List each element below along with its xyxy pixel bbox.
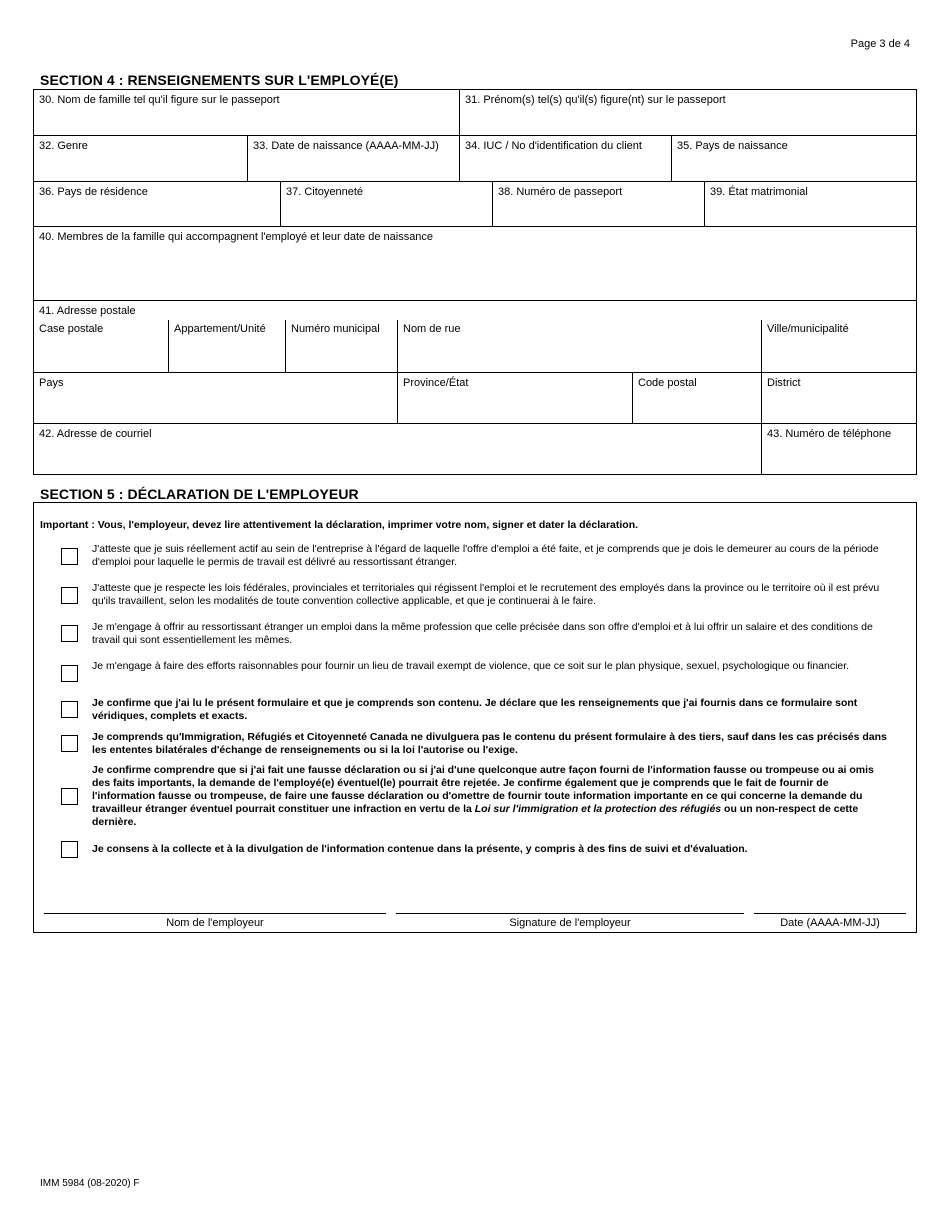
declaration-checkbox-3[interactable] [61, 625, 78, 642]
declaration-text-7-part2: ou un non-respect de cette dernière. [92, 803, 859, 828]
field-34-client-id[interactable] [459, 136, 671, 181]
field-postal-code[interactable] [632, 373, 761, 423]
important-notice: Important : Vous, l'employeur, devez lire attentivement la déclaration, imprimer votre nom, signer et dater la déclaration. [40, 519, 639, 531]
field-country[interactable] [34, 373, 397, 423]
section-4-form [33, 89, 917, 475]
field-35-birth-country[interactable] [671, 136, 916, 181]
section-5-declaration [33, 502, 917, 933]
field-32-gender[interactable] [34, 136, 247, 181]
field-label: 42. Adresse de courriel [39, 428, 152, 440]
field-label: 38. Numéro de passeport [498, 186, 623, 198]
declaration-checkbox-4[interactable] [61, 665, 78, 682]
field-label: Appartement/Unité [174, 323, 266, 335]
employer-signature-label: Signature de l'employeur [509, 917, 631, 929]
field-street-number[interactable] [285, 320, 397, 372]
declaration-checkbox-1[interactable] [61, 548, 78, 565]
field-label: 37. Citoyenneté [286, 186, 364, 198]
field-label: Pays [39, 377, 64, 389]
field-label: Nom de rue [403, 323, 461, 335]
declaration-checkbox-8[interactable] [61, 841, 78, 858]
field-33-birth-date[interactable] [247, 136, 459, 181]
declaration-text-7-part1: Je confirme comprendre que si j'ai fait une fausse déclaration ou si j'ai d'une quelconque autre façon fourni de l'information fausse ou trompeuse ou ai omis des faits importants, la demande de l'employé(e) éventuel(le) pourrait être rejetée. Je confirme également que je comprends que le fait de fournir de l'information fausse ou trompeuse, de faire une fausse déclaration ou d'omettre de fournir toute information importante en ce qui concerne la demande du travailleur étranger éventuel pourrait constituer une infraction en vertu de la [92, 764, 874, 815]
law-title: Loi sur l'immigration et la protection des réfugiés [474, 803, 722, 815]
form-code: IMM 5984 (08-2020) F [40, 1178, 140, 1189]
field-city[interactable] [761, 320, 916, 372]
date-label: Date (AAAA-MM-JJ) [780, 917, 880, 929]
field-label: 43. Numéro de téléphone [767, 428, 892, 440]
field-40-family-members[interactable] [34, 227, 916, 300]
field-label: Province/État [403, 377, 469, 389]
declaration-text-5: Je confirme que j'ai lu le présent formulaire et que je comprends son contenu. Je déclare que les renseignements que j'ai fournis dans ce formulaire sont véridiques, complets et exacts. [92, 697, 858, 722]
field-43-phone[interactable] [761, 424, 916, 474]
field-41-mailing-address [34, 300, 916, 372]
field-label: 32. Genre [39, 140, 88, 152]
field-label: 39. État matrimonial [710, 186, 808, 198]
declaration-text-4: Je m'engage à faire des efforts raisonnables pour fournir un lieu de travail exempt de violence, que ce soit sur le plan physique, sexuel, psychologique ou financier. [92, 660, 850, 672]
date-line[interactable] [754, 913, 906, 914]
declaration-checkbox-6[interactable] [61, 735, 78, 752]
field-district[interactable] [761, 373, 916, 423]
field-38-passport-number[interactable] [492, 182, 704, 226]
field-label: 36. Pays de résidence [39, 186, 148, 198]
section-4-title: SECTION 4 : RENSEIGNEMENTS SUR L'EMPLOYÉ(E) [40, 72, 399, 88]
field-36-residence-country[interactable] [34, 182, 280, 226]
field-37-citizenship[interactable] [280, 182, 492, 226]
field-42-email[interactable] [34, 424, 761, 474]
field-street-name[interactable] [397, 320, 761, 372]
field-label: Numéro municipal [291, 323, 380, 335]
field-label: 33. Date de naissance (AAAA-MM-JJ) [253, 140, 439, 152]
field-label: Code postal [638, 377, 697, 389]
field-39-marital-status[interactable] [704, 182, 916, 226]
declaration-text-6: Je comprends qu'Immigration, Réfugiés et Citoyenneté Canada ne divulguera pas le contenu du présent formulaire à des tiers, sauf dans les cas précisés dans les ententes bilatérales d'échange de renseignements ou si la loi l'autorise ou l'exige. [92, 731, 887, 756]
declaration-text-8: Je consens à la collecte et à la divulgation de l'information contenue dans la présente, y compris à des fins de suivi et d'évaluation. [92, 843, 748, 855]
section-5-title: SECTION 5 : DÉCLARATION DE L'EMPLOYEUR [40, 486, 359, 502]
field-province[interactable] [397, 373, 632, 423]
field-31-given-names[interactable] [459, 90, 916, 135]
declaration-text-7 [92, 764, 892, 829]
field-label: 34. IUC / No d'identification du client [465, 140, 642, 152]
field-apartment[interactable] [168, 320, 285, 372]
field-30-family-name[interactable] [34, 90, 459, 135]
field-label: 35. Pays de naissance [677, 140, 788, 152]
field-label: 41. Adresse postale [39, 305, 136, 317]
field-label: 31. Prénom(s) tel(s) qu'il(s) figure(nt) sur le passeport [465, 94, 726, 106]
field-label: Ville/municipalité [767, 323, 849, 335]
field-label: District [767, 377, 801, 389]
employer-name-line[interactable] [44, 913, 386, 914]
field-label: 30. Nom de famille tel qu'il figure sur le passeport [39, 94, 280, 106]
field-label: Case postale [39, 323, 104, 335]
field-label: 40. Membres de la famille qui accompagnent l'employé et leur date de naissance [39, 231, 434, 243]
declaration-checkbox-2[interactable] [61, 587, 78, 604]
employer-name-label: Nom de l'employeur [166, 917, 264, 929]
employer-signature-line[interactable] [396, 913, 744, 914]
field-po-box[interactable] [34, 320, 168, 372]
declaration-text-3: Je m'engage à offrir au ressortissant étranger un emploi dans la même profession que celle précisée dans son offre d'emploi et à lui offrir un salaire et des conditions de travail qui sont essentiellement les mêmes. [92, 621, 873, 646]
declaration-text-2: J'atteste que je respecte les lois fédérales, provinciales et territoriales qui régissent l'emploi et le recrutement des employés dans la province ou le territoire où il est prévu qu'ils travaillent, selon les modalités de toute convention collective applicable, et que je continuerai à le faire. [92, 582, 880, 607]
declaration-text-1: J'atteste que je suis réellement actif au sein de l'entreprise à l'égard de laquelle l'offre d'emploi a été faite, et je comprends que je dois le demeurer au cours de la période d'emploi pour laquelle le permis de travail est délivré au ressortissant étranger. [92, 543, 879, 568]
declaration-checkbox-5[interactable] [61, 701, 78, 718]
page-number: Page 3 de 4 [850, 38, 910, 50]
declaration-checkbox-7[interactable] [61, 788, 78, 805]
